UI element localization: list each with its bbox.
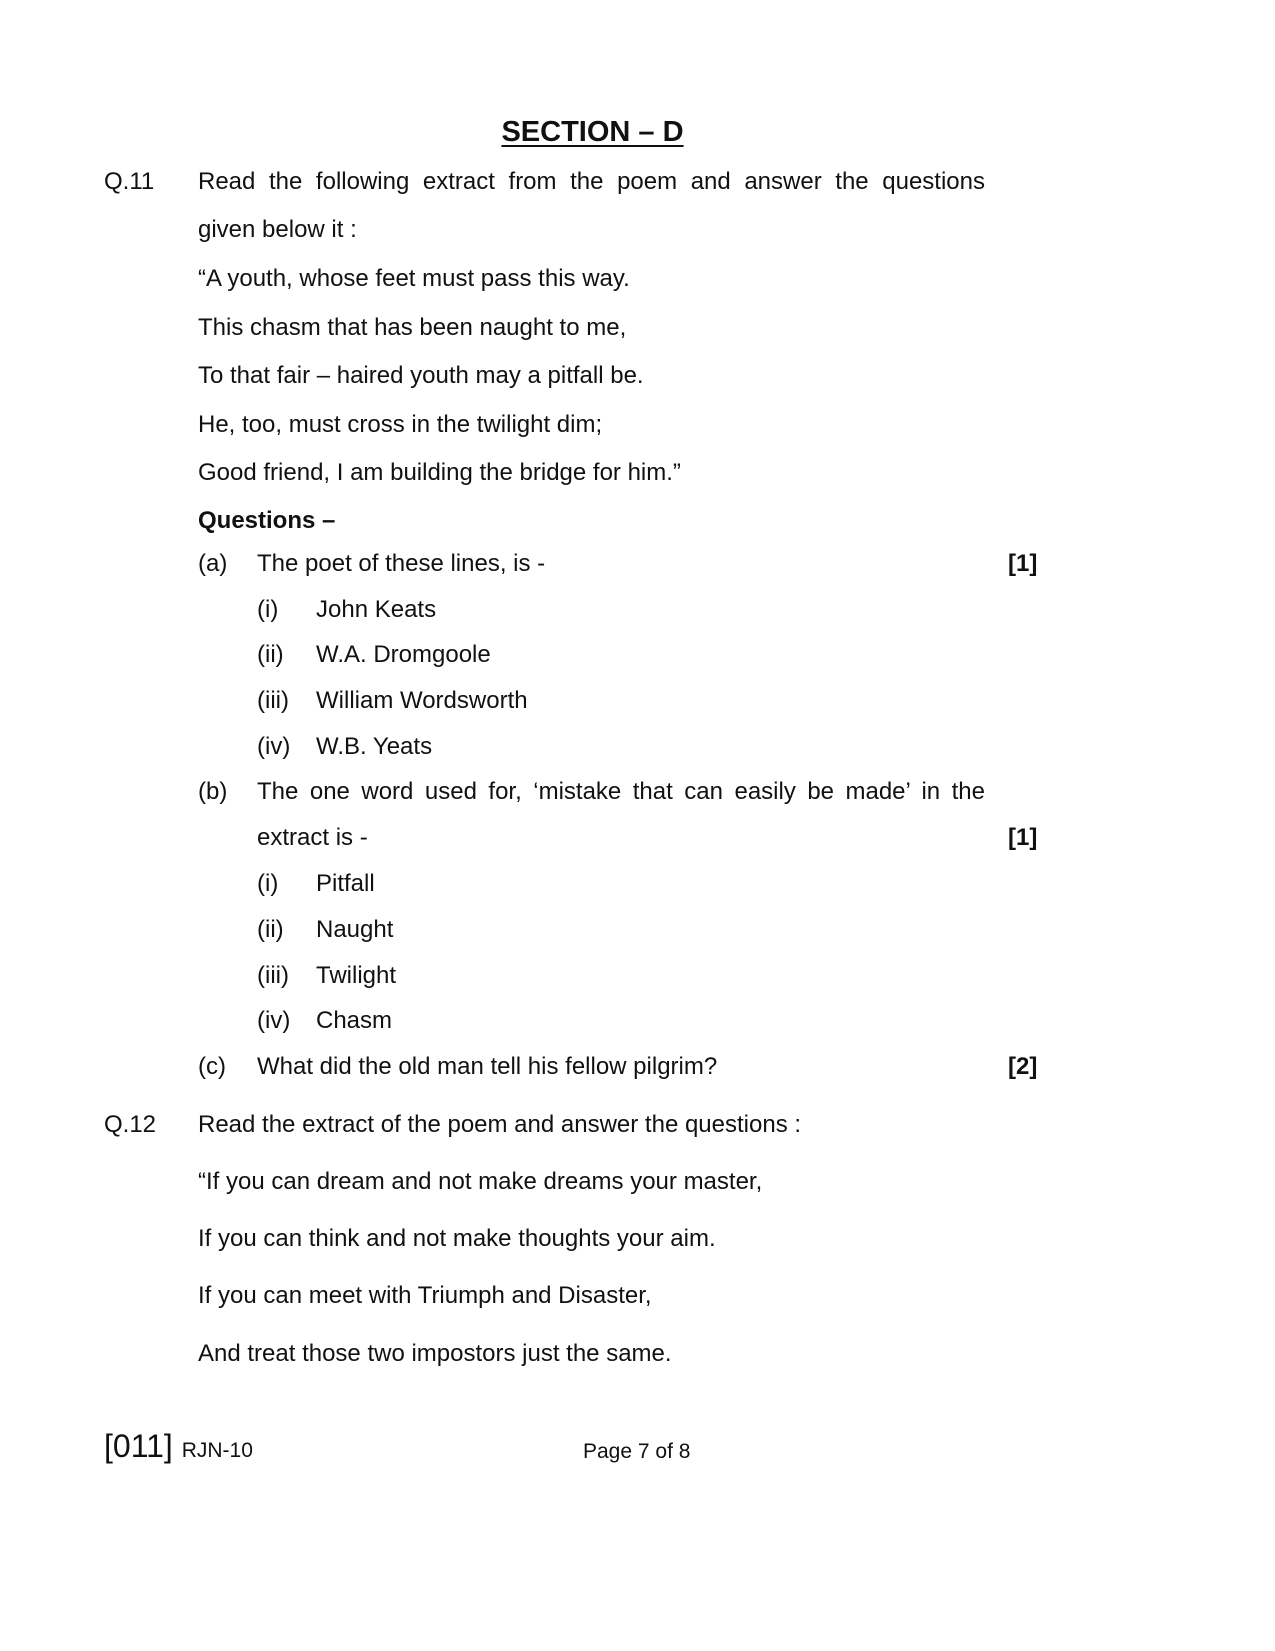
poem-line: Good friend, I am building the bridge for him.”	[198, 459, 681, 486]
option-text: Pitfall	[316, 870, 375, 897]
page-number: Page 7 of 8	[583, 1440, 691, 1463]
marks-a: [1]	[1008, 550, 1038, 577]
poem-line: If you can meet with Triumph and Disaster,	[198, 1282, 652, 1309]
poem-line: If you can think and not make thoughts your aim.	[198, 1225, 716, 1252]
poem-line: “A youth, whose feet must pass this way.	[198, 265, 630, 292]
option-text: Naught	[316, 916, 394, 943]
option-label: (iii)	[257, 687, 289, 714]
option-text: John Keats	[316, 596, 437, 623]
sub-question-text-b-line2: extract is -	[257, 824, 368, 851]
sub-question-text-a: The poet of these lines, is -	[257, 550, 546, 577]
sub-question-text-b-line1: The one word used for, ‘mistake that can easily be made’ in the	[257, 778, 985, 805]
option-label: (i)	[257, 596, 279, 623]
question-number-12: Q.12	[104, 1111, 157, 1138]
option-text: Chasm	[316, 1007, 393, 1034]
sub-question-text-c: What did the old man tell his fellow pilgrim?	[257, 1053, 718, 1080]
sub-question-label-b: (b)	[198, 778, 228, 805]
option-label: (iv)	[257, 733, 291, 760]
paper-code-number: [011]	[104, 1428, 173, 1464]
option-text: W.B. Yeats	[316, 733, 433, 760]
option-label: (i)	[257, 870, 279, 897]
poem-line: And treat those two impostors just the same.	[198, 1340, 672, 1367]
q11-instruction-line1: Read the following extract from the poem and answer the questions	[198, 168, 985, 195]
q12-instruction: Read the extract of the poem and answer the questions :	[198, 1111, 802, 1138]
marks-c: [2]	[1008, 1053, 1038, 1080]
option-label: (iii)	[257, 962, 289, 989]
marks-b: [1]	[1008, 824, 1038, 851]
option-text: Twilight	[316, 962, 397, 989]
option-label: (ii)	[257, 641, 284, 668]
poem-line: To that fair – haired youth may a pitfall be.	[198, 362, 644, 389]
questions-heading: Questions –	[198, 507, 336, 534]
option-text: W.A. Dromgoole	[316, 641, 491, 668]
section-title: SECTION – D	[501, 116, 684, 148]
sub-question-label-c: (c)	[198, 1053, 226, 1080]
sub-question-label-a: (a)	[198, 550, 228, 577]
paper-code	[104, 1430, 253, 1462]
poem-line: He, too, must cross in the twilight dim;	[198, 411, 603, 438]
question-number-11: Q.11	[104, 168, 155, 195]
paper-code-sub: RJN-10	[181, 1439, 253, 1462]
option-label: (ii)	[257, 916, 284, 943]
poem-line: This chasm that has been naught to me,	[198, 314, 627, 341]
option-label: (iv)	[257, 1007, 291, 1034]
q11-instruction-line2: given below it :	[198, 216, 357, 243]
option-text: William Wordsworth	[316, 687, 528, 714]
poem-line: “If you can dream and not make dreams your master,	[198, 1168, 763, 1195]
